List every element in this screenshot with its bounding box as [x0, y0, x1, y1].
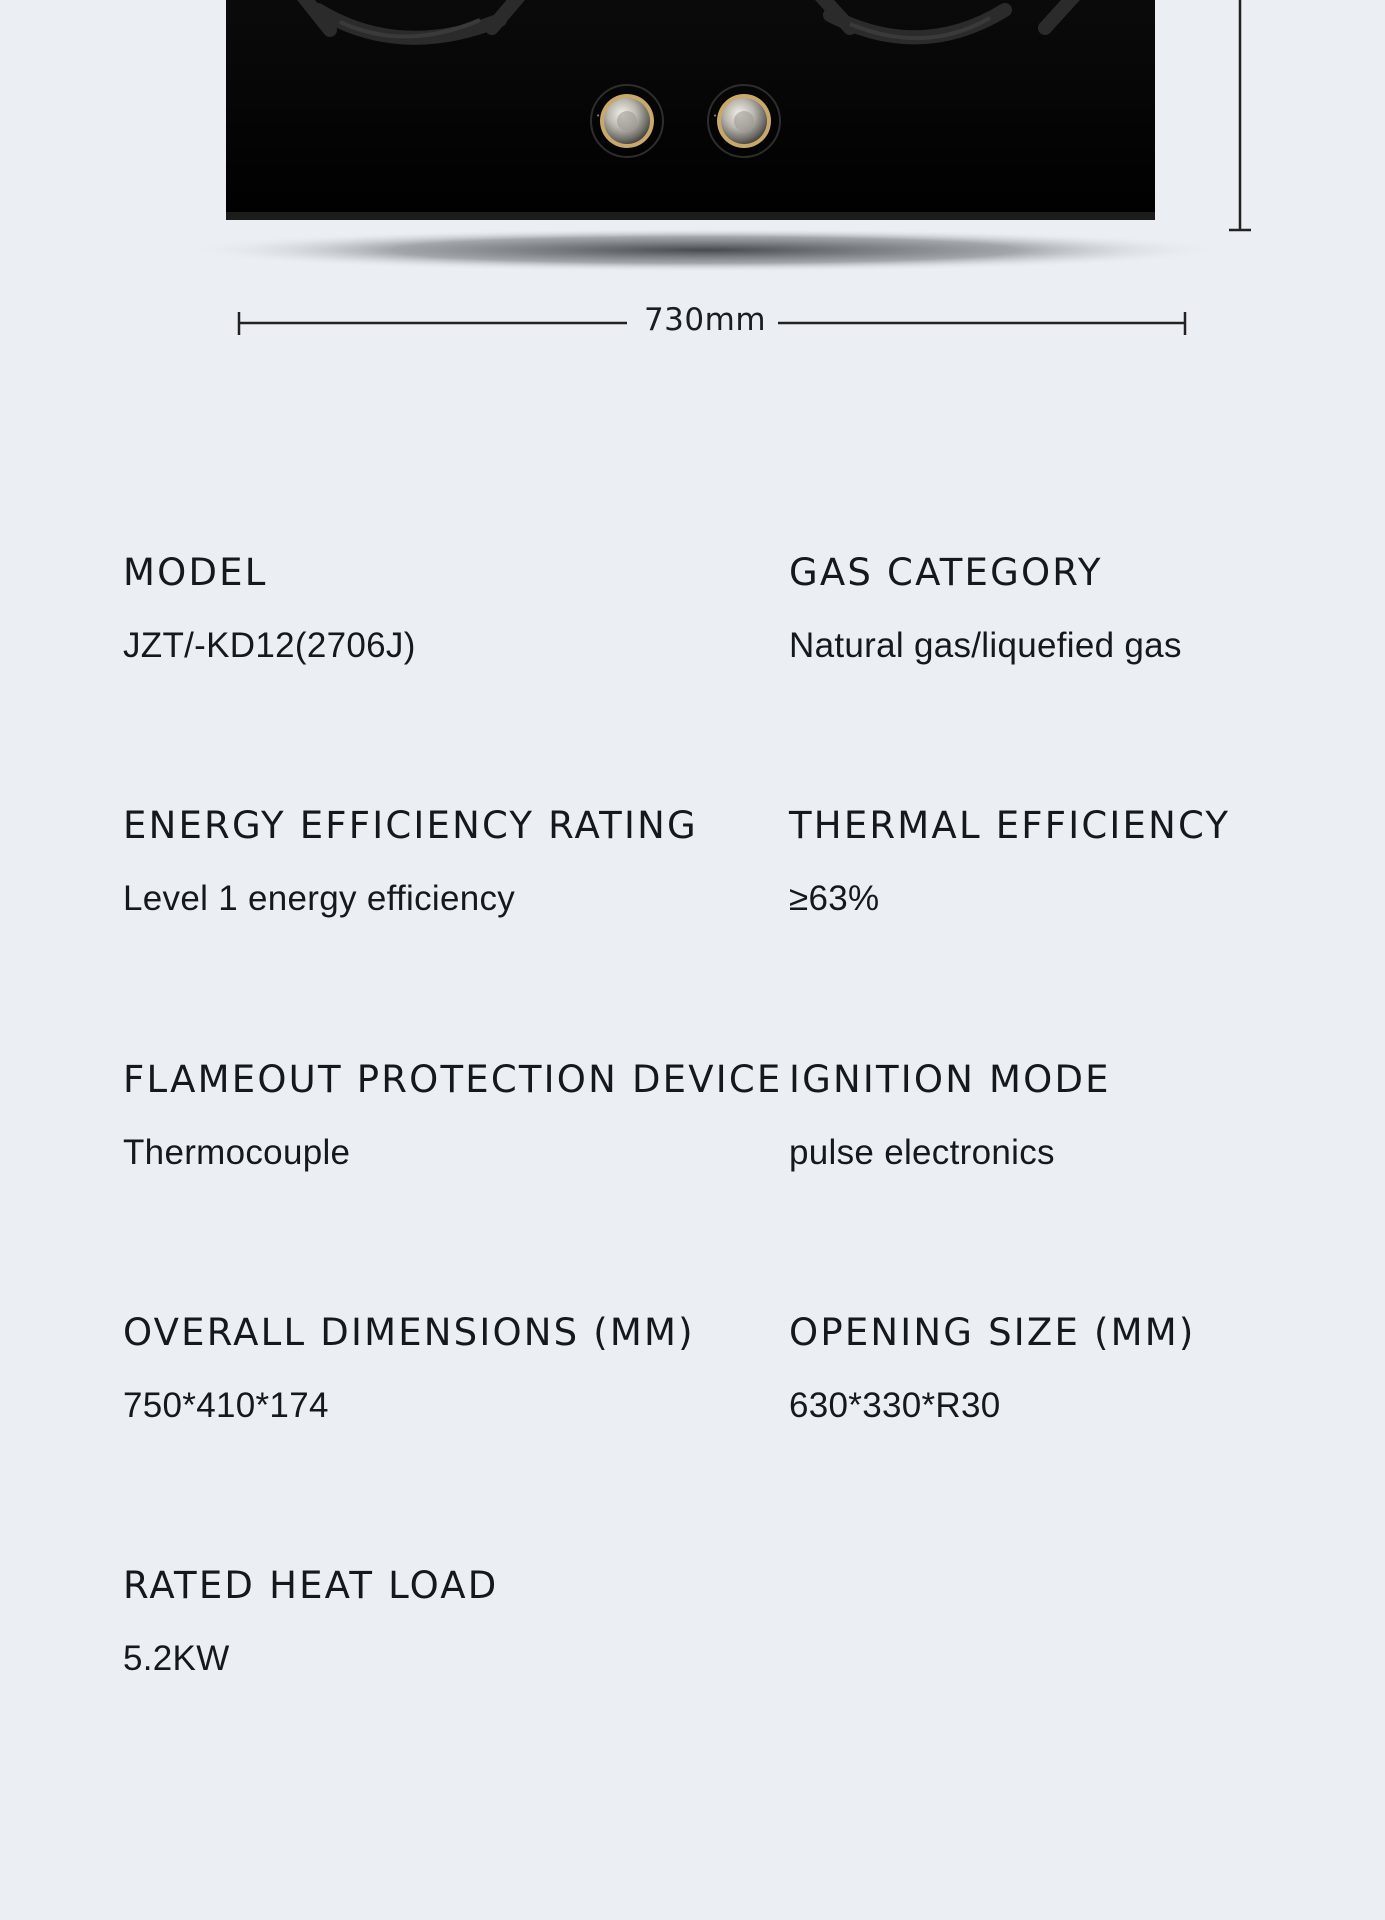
- spec-label: FLAMEOUT PROTECTION DEVICE: [123, 1058, 783, 1101]
- spec-opening-size: [789, 1310, 1385, 1428]
- spec-rated-heat-load: [123, 1563, 763, 1681]
- spec-value: pulse electronics: [789, 1133, 1055, 1172]
- spec-label: IGNITION MODE: [789, 1058, 1111, 1101]
- spec-value: Level 1 energy efficiency: [123, 879, 516, 918]
- product-image: [0, 0, 1385, 360]
- height-dimension-line: [1229, 0, 1251, 230]
- cooktop-shadow: [185, 228, 1225, 272]
- spec-flameout-protection: [123, 1057, 783, 1175]
- left-knob-icon: [591, 85, 663, 157]
- spec-value: Thermocouple: [123, 1133, 351, 1172]
- spec-label: MODEL: [123, 551, 268, 594]
- width-dimension-label: 730mm: [643, 302, 767, 338]
- spec-label: ENERGY EFFICIENCY RATING: [123, 804, 698, 847]
- spec-thermal-efficiency: [789, 803, 1385, 921]
- spec-label: RATED HEAT LOAD: [123, 1564, 499, 1607]
- spec-label: GAS CATEGORY: [789, 551, 1103, 594]
- spec-value: 750*410*174: [123, 1386, 329, 1425]
- spec-value: ≥63%: [789, 879, 880, 918]
- svg-text:•: •: [713, 112, 718, 120]
- spec-label: THERMAL EFFICIENCY: [789, 804, 1231, 847]
- spec-label: OPENING SIZE (MM): [789, 1311, 1196, 1354]
- spec-ignition-mode: [789, 1057, 1385, 1175]
- spec-energy-efficiency-rating: [123, 803, 763, 921]
- svg-text:•: •: [596, 112, 601, 120]
- spec-overall-dimensions: [123, 1310, 763, 1428]
- spec-value: 5.2KW: [123, 1639, 230, 1678]
- spec-value: JZT/-KD12(2706J): [123, 626, 416, 665]
- spec-label: OVERALL DIMENSIONS (MM): [123, 1311, 695, 1354]
- spec-value: 630*330*R30: [789, 1386, 1001, 1425]
- right-knob-icon: [708, 85, 780, 157]
- spec-value: Natural gas/liquefied gas: [789, 626, 1182, 665]
- spec-model: [123, 550, 763, 668]
- spec-gas-category: [789, 550, 1385, 668]
